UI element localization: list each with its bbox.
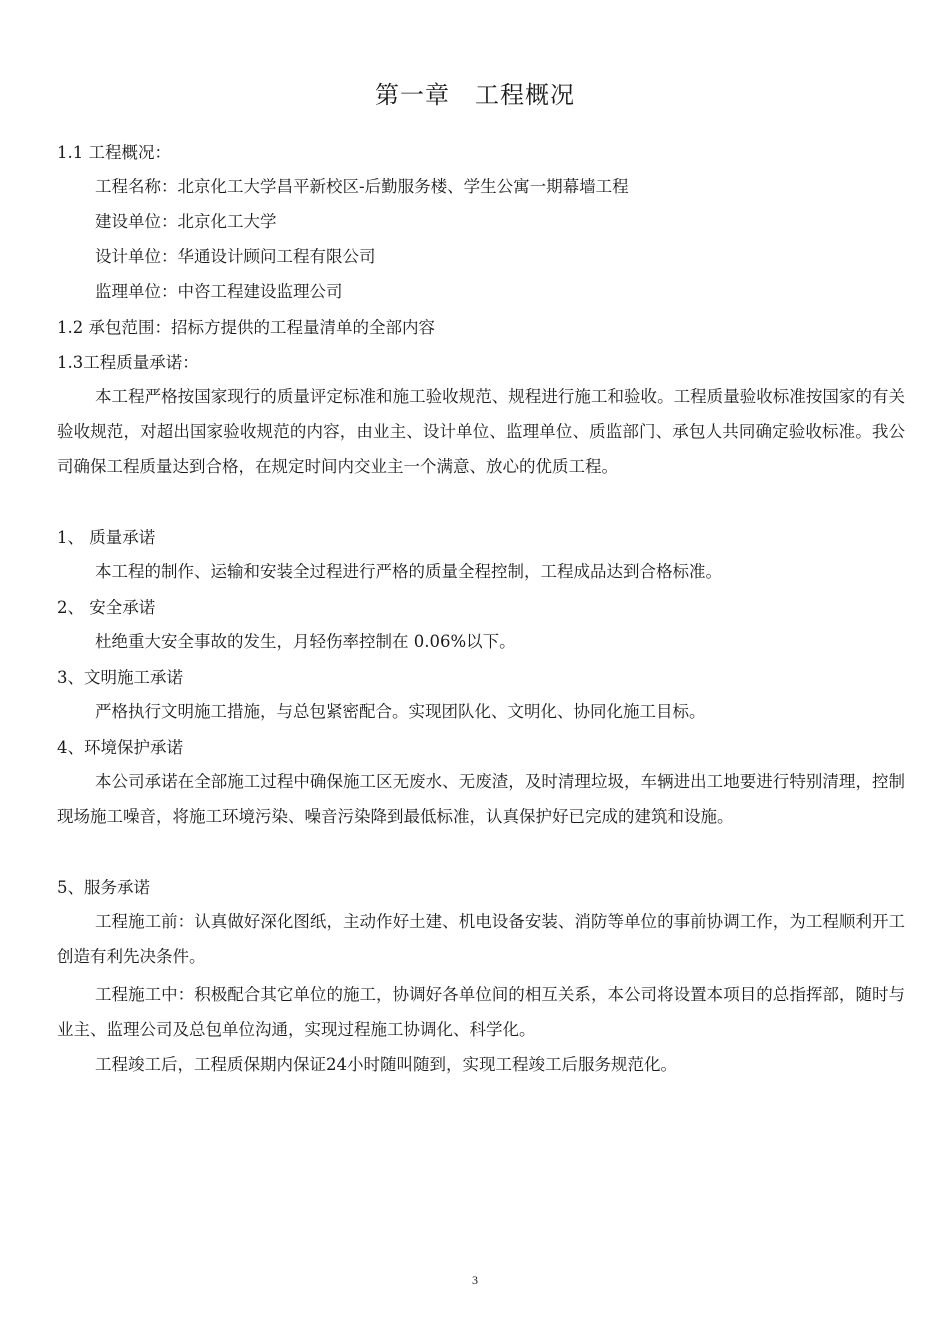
quality-heading: 1、 质量承诺 [57,528,156,547]
page-number: 3 [472,1273,478,1287]
safety-heading: 2、 安全承诺 [57,598,156,617]
project-name: 工程名称：北京化工大学昌平新校区-后勤服务楼、学生公寓一期幕墙工程 [95,177,629,196]
environment-heading: 4、环境保护承诺 [57,738,183,757]
quality-body: 本工程的制作、运输和安装全过程进行严格的质量全程控制，工程成品达到合格标准。 [95,562,722,581]
design-unit: 设计单位：华通设计顾问工程有限公司 [95,247,376,266]
civil-body: 严格执行文明施工措施，与总包紧密配合。实现团队化、文明化、协同化施工目标。 [95,702,706,721]
environment-body: 本公司承诺在全部施工过程中确保施工区无废水、无废渣，及时清理垃圾，车辆进出工地要进行特别清理，控制现场施工噪音，将施工环境污染、噪音污染降到最低标准，认真保护好已完成的建筑和设施。 [57,772,905,826]
supervision-unit: 监理单位：中咨工程建设监理公司 [95,282,343,301]
service-after: 工程竣工后，工程质保期内保证24小时随叫随到，实现工程竣工后服务规范化。 [95,1055,677,1074]
quality-commitment-paragraph: 本工程严格按国家现行的质量评定标准和施工验收规范、规程进行施工和验收。工程质量验收标准按国家的有关验收规范，对超出国家验收规范的内容，由业主、设计单位、监理单位、质监部门、承包人共同确定验收标准。我公司确保工程质量达到合格，在规定时间内交业主一个满意、放心的优质工程。 [57,387,905,476]
service-before: 工程施工前：认真做好深化图纸，主动作好土建、机电设备安装、消防等单位的事前协调工作，为工程顺利开工创造有利先决条件。 [57,912,905,966]
service-heading: 5、服务承诺 [57,878,150,897]
chapter-title: 第一章 工程概况 [375,81,575,109]
section-1-3-heading: 1.3工程质量承诺： [57,353,199,372]
section-1-2: 1.2 承包范围：招标方提供的工程量清单的全部内容 [57,318,435,337]
civil-heading: 3、文明施工承诺 [57,668,183,687]
service-during: 工程施工中：积极配合其它单位的施工，协调好各单位间的相互关系，本公司将设置本项目的总指挥部，随时与业主、监理公司及总包单位沟通，实现过程施工协调化、科学化。 [57,985,905,1039]
owner-unit: 建设单位：北京化工大学 [95,212,277,231]
section-1-1-heading: 1.1 工程概况： [57,143,171,162]
safety-body: 杜绝重大安全事故的发生，月轻伤率控制在 0.06%以下。 [95,632,516,651]
